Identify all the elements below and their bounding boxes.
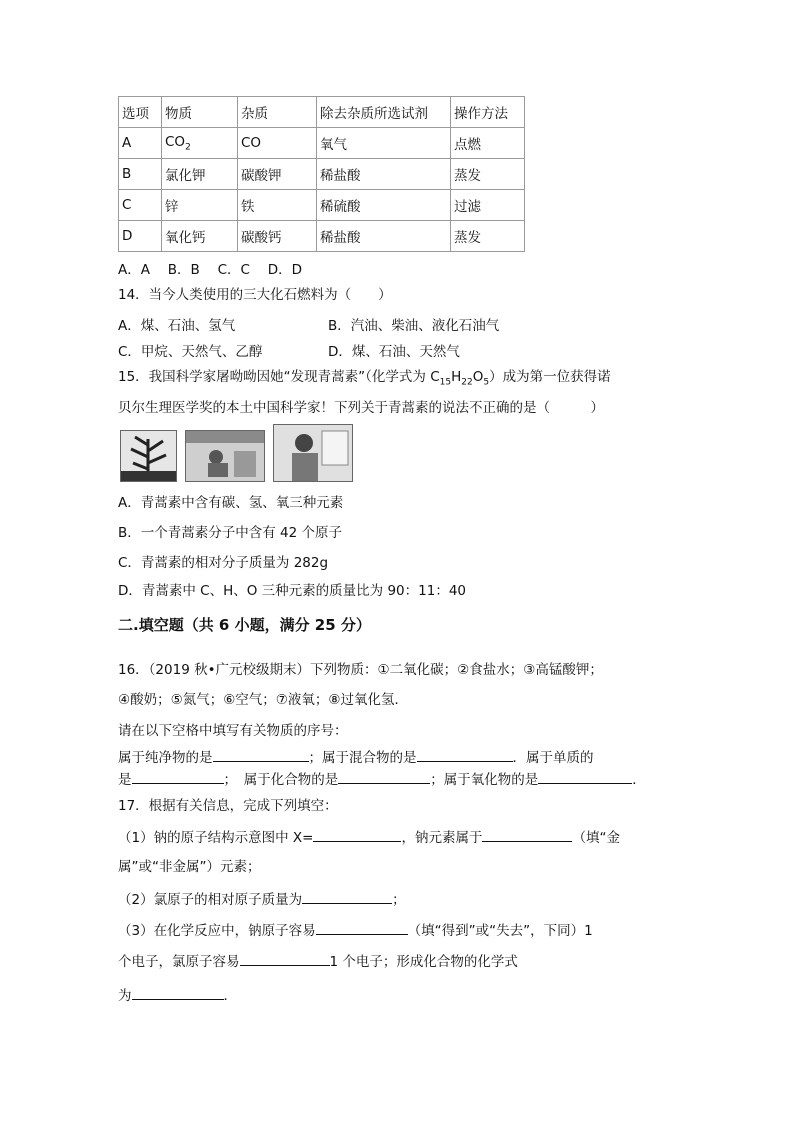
subscript: 15 [439,377,452,388]
reagent-cell: 稀硫酸 [317,190,451,221]
method-cell: 蒸发 [451,221,525,252]
option-cell: B [119,159,162,190]
option-cell: C [119,190,162,221]
scientist-portrait-photo [273,424,353,482]
lab-photo [185,430,265,482]
answer-blank[interactable] [338,770,430,784]
impurity-cell: 铁 [238,190,317,221]
impurity-cell: 碳酸钙 [238,221,317,252]
method-cell: 点燃 [451,128,525,159]
q16-text: ；属于氧化物的是 [430,772,539,788]
q16-line4 [118,746,594,766]
method-cell: 过滤 [451,190,525,221]
answer-blank[interactable] [482,828,572,842]
q14-choice-d: D．煤、石油、天然气 [328,344,460,360]
header-cell: 选项 [119,97,162,128]
q16-line3: 请在以下空格中填写有关物质的序号： [118,723,348,739]
q15-choice-c: C．青蒿素的相对分子质量为 282g [118,555,329,571]
answer-blank[interactable] [313,828,401,842]
table-header-row [119,97,525,128]
subscript: 2 [185,142,191,153]
q15-text: 15．我国科学家屠呦呦因她“发现青蒿素”（化学式为 C [118,369,440,385]
q14-choice-b: B．汽油、柴油、液化石油气 [328,318,500,334]
q17-part3-line1 [118,919,593,939]
q15-choice-d: D．青蒿素中 C、H、O 三种元素的质量比为 90：11：40 [118,583,467,599]
subscript: 22 [461,377,473,388]
q14-stem: 14．当今人类使用的三大化石燃料为（ ） [118,287,392,303]
q15-choice-a: A．青蒿素中含有碳、氢、氧三种元素 [118,495,344,511]
q16-line2: ④酸奶；⑤氮气；⑥空气；⑦液氧；⑧过氧化氢． [118,692,409,708]
q17-part1-line1 [118,826,620,846]
answer-blank[interactable] [316,921,408,935]
q16-text: 是 [118,772,132,788]
header-cell: 物质 [162,97,238,128]
options-table [118,96,525,252]
substance-cell: 氯化钾 [162,159,238,190]
q17-part3-line2 [118,950,518,970]
q17-text: ，钠元素属于 [401,830,483,846]
q14-choice-c: C．甲烷、天然气、乙醇 [118,344,263,360]
answer-blank[interactable] [240,952,330,966]
q16-line5 [118,768,646,788]
header-cell: 杂质 [238,97,317,128]
table-row [119,159,525,190]
table-row [119,221,525,252]
q17-text: ； [392,892,406,908]
q17-text: （填“金 [572,830,620,846]
answer-blank[interactable] [417,748,513,762]
table-row [119,190,525,221]
q15-choice-b: B．一个青蒿素分子中含有 42 个原子 [118,525,343,541]
q17-text: （1）钠的原子结构示意图中 X= [118,830,314,846]
q16-text: ；属于混合物的是 [308,750,417,766]
table-row [119,128,525,159]
impurity-cell: CO [238,128,317,159]
q15-text: O [472,369,484,385]
method-cell: 蒸发 [451,159,525,190]
reagent-cell: 稀盐酸 [317,159,451,190]
reagent-cell: 氧气 [317,128,451,159]
substance-text: CO [165,133,186,150]
answer-blank[interactable] [132,986,224,1000]
q15-text: ）成为第一位获得诺 [489,369,611,385]
q17-text: （填“得到”或“失去”，下同）1 [407,923,593,939]
impurity-cell: 碳酸钾 [238,159,317,190]
option-cell: D [119,221,162,252]
q15-line1 [118,365,611,388]
q16-text: ． [632,772,646,788]
artemisia-plant-photo [120,430,177,482]
answer-blank[interactable] [302,890,392,904]
q17-text: ． [223,988,237,1004]
q15-line2: 贝尔生理医学奖的本土中国科学家！下列关于青蒿素的说法不正确的是（ ） [118,400,604,416]
q17-text: （3）在化学反应中，钠原子容易 [118,923,316,939]
q15-text: H [451,369,462,385]
q17-text: （2）氯原子的相对原子质量为 [118,892,303,908]
q17-text: 为 [118,988,132,1004]
q14-choice-a: A．煤、石油、氢气 [118,318,236,334]
q17-part3-line3 [118,984,237,1004]
q16-text: ； 属于化合物的是 [223,772,339,788]
answer-blank[interactable] [213,748,309,762]
substance-cell [162,128,238,159]
substance-cell: 锌 [162,190,238,221]
q17-text: 个电子，氯原子容易 [118,954,240,970]
answer-blank[interactable] [538,770,632,784]
header-cell: 操作方法 [451,97,525,128]
subscript: 5 [483,377,490,388]
answer-blank[interactable] [132,770,224,784]
option-cell: A [119,128,162,159]
q13-choices: A．A B．B C．C D．D [118,262,303,278]
q17-part2 [118,888,406,908]
q17-part1-line2: 属”或“非金属”）元素； [118,859,261,875]
q17-text: 1 个电子；形成化合物的化学式 [329,954,518,970]
q16-text: 属于纯净物的是 [118,750,213,766]
substance-cell: 氧化钙 [162,221,238,252]
header-cell: 除去杂质所选试剂 [317,97,451,128]
q17-stem: 17．根据有关信息，完成下列填空： [118,798,338,814]
q16-line1: 16．（2019 秋•广元校级期末）下列物质：①二氧化碳；②食盐水；③高锰酸钾； [118,662,603,678]
reagent-cell: 稀盐酸 [317,221,451,252]
q16-text: ．属于单质的 [512,750,594,766]
section-title: 二.填空题（共 6 小题，满分 25 分） [118,616,371,634]
